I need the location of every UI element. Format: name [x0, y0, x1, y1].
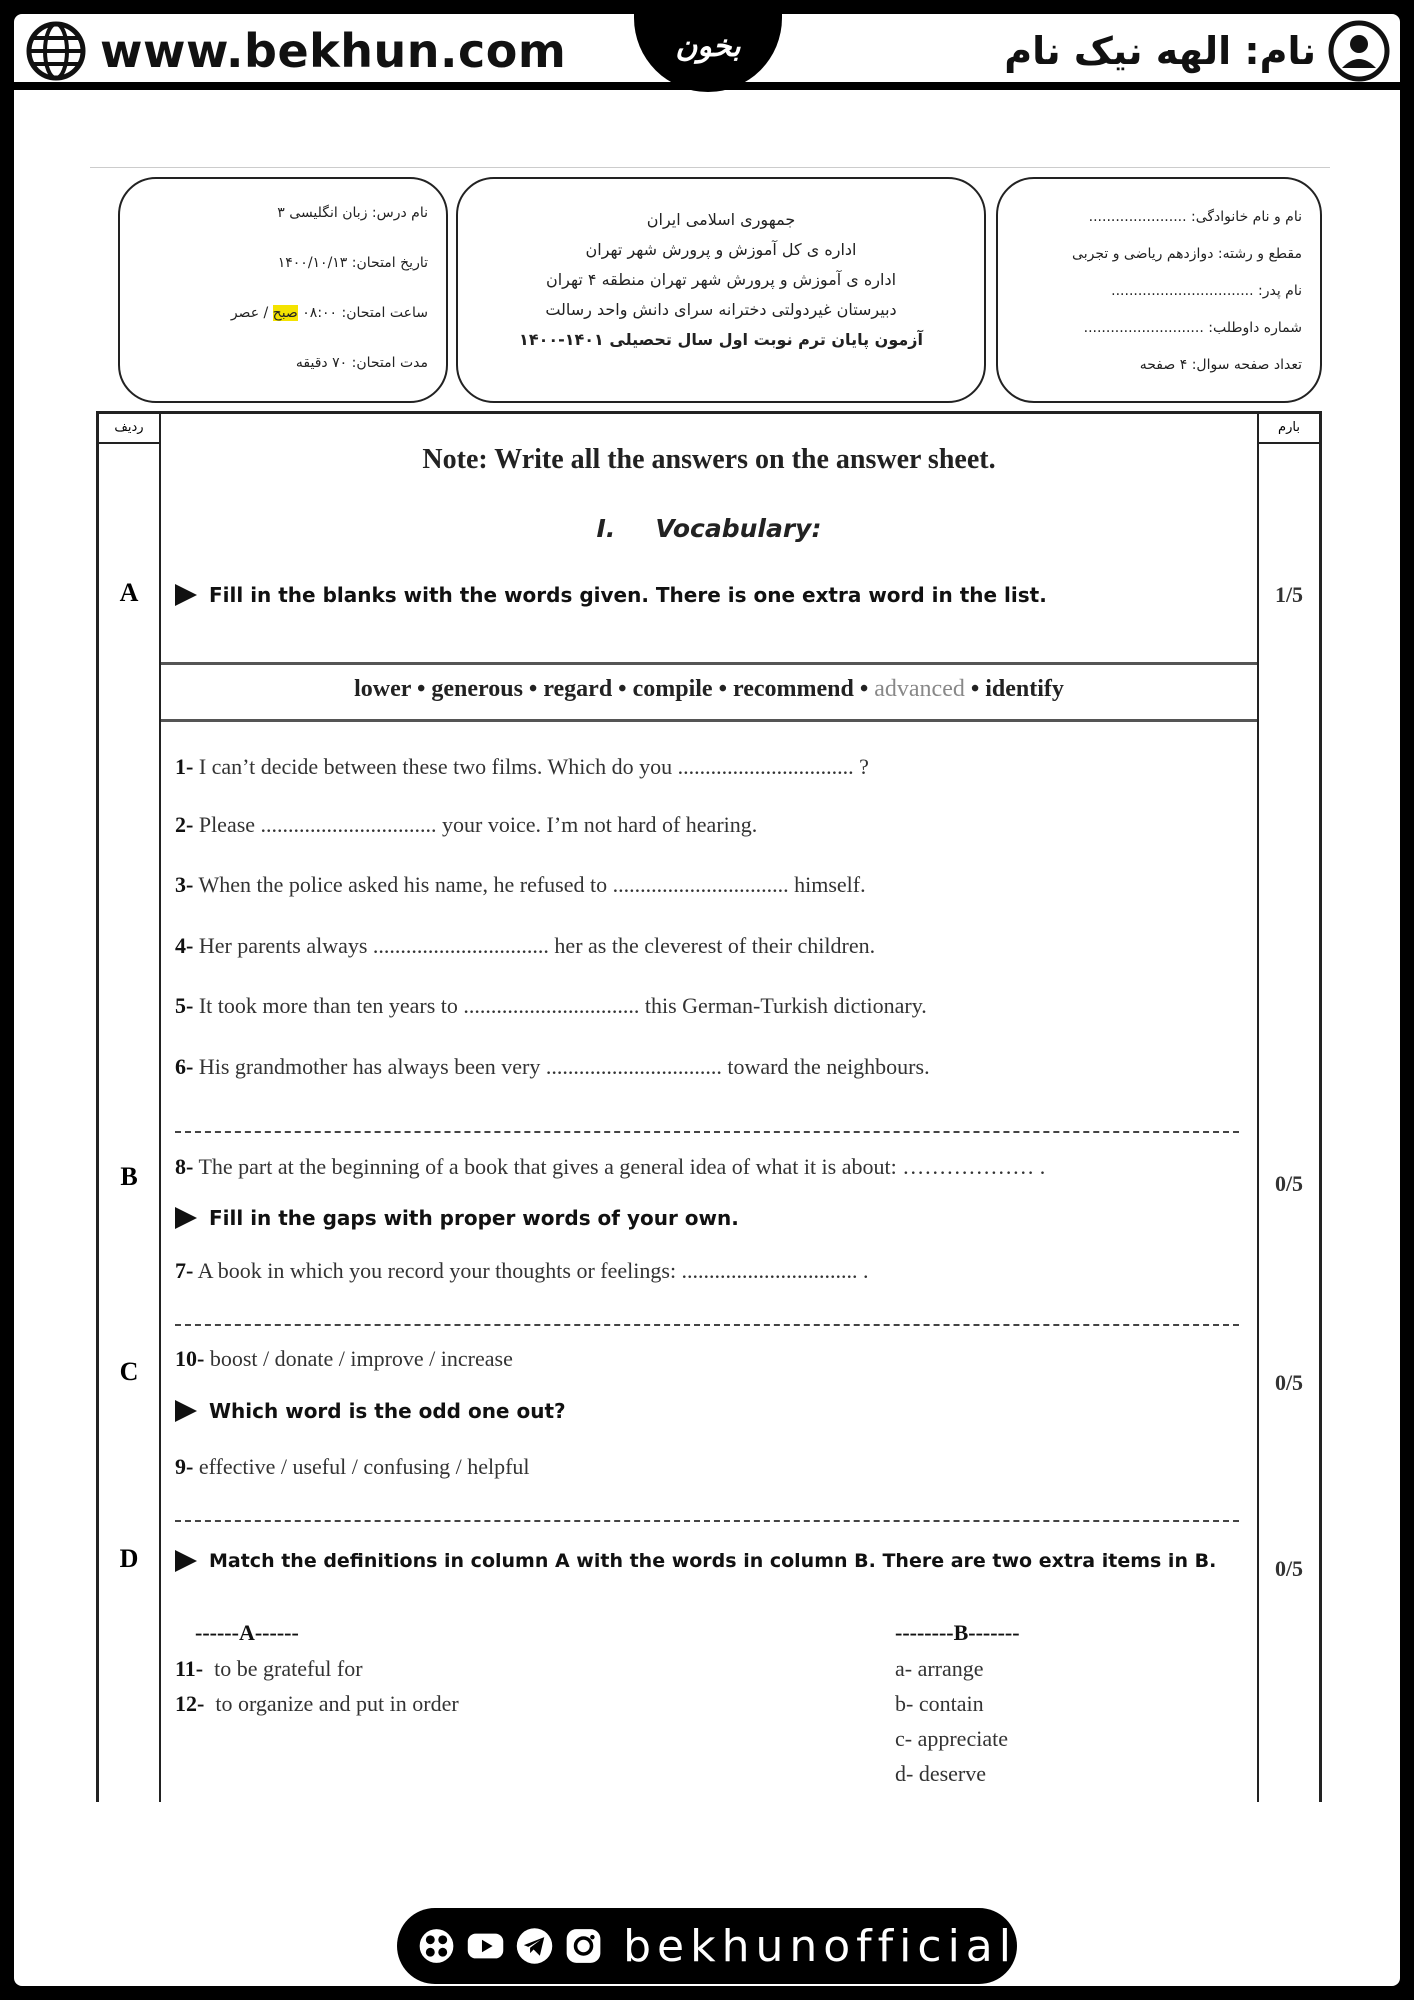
question-number: 2-	[175, 812, 194, 837]
row-label-b: B	[120, 1162, 138, 1191]
dashed-divider	[175, 1324, 1239, 1326]
instruction-b	[175, 1206, 739, 1230]
section-number: I.	[596, 514, 616, 543]
school-info-line: اداره ی آموزش و پرورش شهر تهران منطقه ۴ تهران	[545, 270, 897, 289]
questions-content	[161, 414, 1257, 1802]
row-header: ردیف	[99, 414, 159, 444]
questions-table	[96, 411, 1322, 1802]
school-info-line: اداره ی کل آموزش و پرورش شهر تهران	[585, 240, 857, 259]
exam-page	[70, 165, 1340, 1802]
question-number: 12-	[175, 1691, 205, 1716]
website-link[interactable]	[26, 20, 566, 82]
question-item	[175, 754, 869, 780]
divider	[161, 719, 1257, 722]
question-item	[175, 1154, 1045, 1180]
student-info-line: نام و نام خانوادگی: ......................	[1088, 209, 1302, 225]
brand-logo-text: بخون	[675, 28, 741, 64]
dashed-divider	[175, 1131, 1239, 1133]
top-banner	[0, 0, 1414, 92]
exam-title: آزمون پایان ترم نوبت اول سال تحصیلی ۱۴۰۱-۱۴۰۰	[519, 330, 923, 349]
match-item-b: b- contain	[895, 1691, 984, 1716]
triangle-bullet-icon	[175, 1550, 197, 1572]
banner-divider	[14, 82, 1400, 90]
question-text: A book in which you record your thoughts or feelings: ................................ .	[197, 1258, 869, 1283]
question-number: 3-	[175, 872, 194, 897]
row-label-c: C	[119, 1357, 139, 1386]
instruction-b-text: Fill in the gaps with proper words of your own.	[209, 1206, 739, 1230]
question-number: 8-	[175, 1154, 194, 1179]
instruction-a-text: Fill in the blanks with the words given. There is one extra word in the list.	[209, 583, 1047, 607]
section-title-text: Vocabulary:	[655, 514, 822, 543]
match-item-a	[175, 1656, 363, 1682]
question-text: I can’t decide between these two films. Which do you ................................ ?	[198, 754, 869, 779]
youtube-icon[interactable]	[466, 1924, 505, 1968]
match-item-a	[175, 1691, 459, 1717]
question-item	[175, 933, 875, 959]
student-name-text: نام: الهه نیک نام	[1004, 29, 1316, 73]
question-text: It took more than ten years to ................................ this German-Turkish dictionary.	[198, 993, 927, 1018]
question-text: Please ................................ your voice. I’m not hard of hearing.	[198, 812, 758, 837]
question-number: 9-	[175, 1454, 194, 1479]
question-number: 6-	[175, 1054, 194, 1079]
school-info-line: دبیرستان غیردولتی دخترانه سرای دانش واحد رسالت	[545, 300, 897, 319]
question-item	[175, 993, 927, 1019]
question-text: to be grateful for	[214, 1656, 363, 1681]
question-text: Her parents always ................................ her as the cleverest of their children.	[198, 933, 876, 958]
question-text: to organize and put in order	[215, 1691, 459, 1716]
question-number: 11-	[175, 1656, 204, 1681]
triangle-bullet-icon	[175, 1207, 197, 1229]
triangle-bullet-icon	[175, 584, 197, 606]
divider	[161, 662, 1257, 665]
column-a-header: ------A------	[195, 1620, 299, 1645]
score-d: 0/5	[1274, 1556, 1304, 1581]
word-list-faded: advanced	[874, 676, 965, 702]
row-label-a: A	[119, 578, 139, 607]
aparat-icon[interactable]	[417, 1924, 456, 1968]
school-info-box	[456, 177, 986, 403]
question-text: His grandmother has always been very ................................ toward the neighbours.	[198, 1054, 930, 1079]
question-number: 4-	[175, 933, 194, 958]
score-b: 0/5	[1274, 1171, 1304, 1196]
student-info-line: شماره داوطلب: ...........................	[1083, 320, 1302, 336]
question-item	[175, 1258, 869, 1284]
question-item	[175, 872, 866, 898]
question-text: boost / donate / improve / increase	[209, 1346, 513, 1371]
page-top-rule	[90, 167, 1330, 168]
question-number: 7-	[175, 1258, 194, 1283]
dashed-divider	[175, 1520, 1239, 1522]
student-info-line: مقطع و رشته: دوازدهم ریاضی و تجربی	[1072, 246, 1302, 262]
globe-icon	[26, 21, 86, 81]
exam-time-suffix: / عصر	[230, 305, 269, 321]
question-number: 5-	[175, 993, 194, 1018]
instruction-d-text: Match the definitions in column A with the words in column B. There are two extra items in B.	[209, 1550, 1217, 1572]
word-list-main: lower • generous • regard • compile • recommend •	[354, 676, 869, 702]
question-number: 1-	[175, 754, 194, 779]
row-label-d: D	[119, 1544, 139, 1573]
score-header: بارم	[1259, 414, 1319, 444]
student-name	[1004, 18, 1390, 84]
section-title	[161, 514, 1257, 543]
triangle-bullet-icon	[175, 1400, 197, 1422]
website-text: www.bekhun.com	[100, 24, 567, 78]
telegram-icon[interactable]	[515, 1924, 554, 1968]
score-a: 1/5	[1274, 582, 1304, 607]
question-item	[175, 812, 757, 838]
exam-time-highlight: صبح	[272, 305, 298, 321]
student-info-line: نام پدر: ................................	[1111, 283, 1302, 299]
match-item-b: a- arrange	[895, 1656, 984, 1681]
user-avatar-icon	[1328, 20, 1390, 82]
exam-time	[231, 305, 428, 321]
exam-date: تاریخ امتحان: ۱۴۰۰/۱۰/۱۳	[277, 255, 428, 271]
score-c: 0/5	[1274, 1370, 1304, 1395]
word-list	[161, 676, 1257, 703]
instruction-c	[175, 1399, 566, 1423]
instruction-a	[175, 583, 1047, 607]
column-b-header: --------B-------	[895, 1620, 1020, 1645]
question-item	[175, 1054, 930, 1080]
question-item	[175, 1346, 513, 1372]
question-item	[175, 1454, 530, 1480]
score-column	[1257, 414, 1319, 1802]
match-item-b: d- deserve	[895, 1761, 987, 1786]
question-text: The part at the beginning of a book that gives a general idea of what it is about: ……………… .	[198, 1154, 1046, 1179]
instruction-c-text: Which word is the odd one out?	[209, 1399, 566, 1423]
question-text: When the police asked his name, he refused to ................................ himself.	[198, 872, 866, 897]
question-text: effective / useful / confusing / helpful	[198, 1454, 530, 1479]
row-label-column	[99, 414, 161, 1802]
school-info-line: جمهوری اسلامی ایران	[646, 210, 796, 229]
instruction-d	[175, 1550, 1216, 1572]
match-item-b: c- appreciate	[895, 1726, 1008, 1751]
word-list-end: • identify	[970, 676, 1064, 702]
student-info-box	[996, 177, 1322, 403]
question-number: 10-	[175, 1346, 205, 1371]
social-handle: bekhunofficial	[623, 1920, 1017, 1972]
instagram-icon[interactable]	[564, 1924, 603, 1968]
social-bar[interactable]	[397, 1908, 1017, 1984]
answer-note: Note: Write all the answers on the answer sheet.	[422, 444, 996, 475]
exam-duration: مدت امتحان: ۷۰ دقیقه	[295, 355, 428, 371]
exam-time-value: ساعت امتحان: ۰۸:۰۰	[302, 305, 428, 321]
brand-logo[interactable]	[634, 0, 782, 92]
course-name: نام درس: زبان انگلیسی ۳	[277, 205, 428, 221]
student-info-line: تعداد صفحه سوال: ۴ صفحه	[1139, 357, 1302, 373]
exam-info-box	[118, 177, 448, 403]
